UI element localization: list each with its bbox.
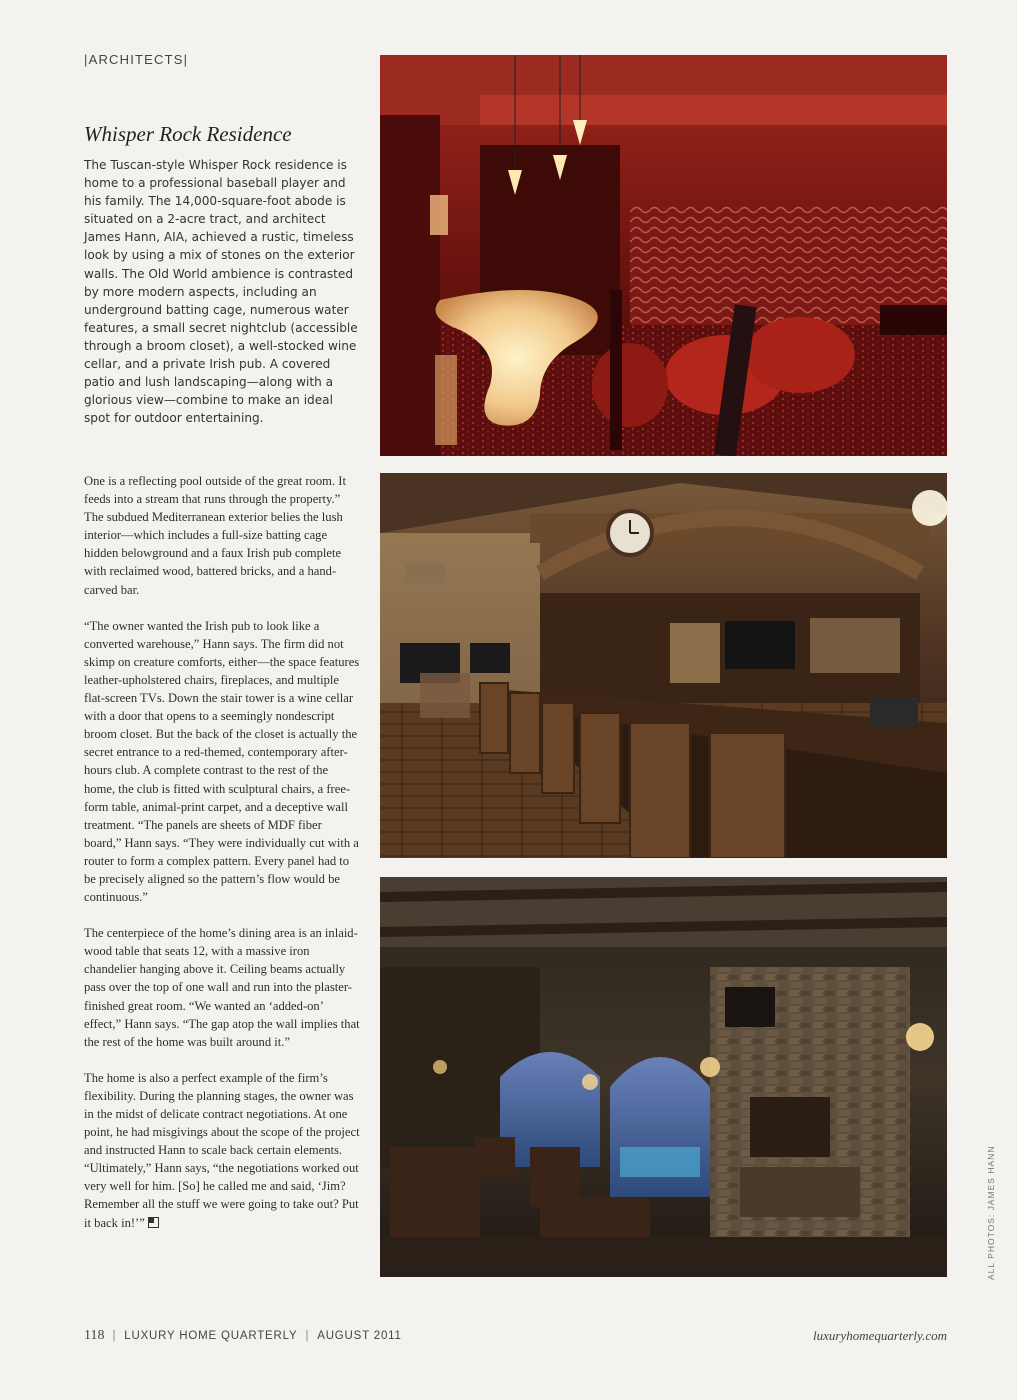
website-url: luxuryhomequarterly.com — [813, 1328, 947, 1343]
intro-paragraph: The Tuscan-style Whisper Rock residence is home to a professional baseball player and his family. The 14,000-square-foot abode is situated on a 2-acre tract, and architect James Hann, AIA, achieved a rustic, timeless look by using a mix of stones on the exterior walls. The Old World ambience is contrasted by more modern aspects, including an underground batting cage, numerous water features, a small secret nightclub (accessible through a broom closet), a well-stocked wine cellar, and a private Irish pub. A covered patio and lush landscaping—along with a glorious view—combine to make an ideal spot for outdoor entertaining. — [84, 158, 358, 426]
body-column — [84, 472, 360, 1250]
photo-covered-patio — [380, 877, 947, 1277]
page-number: 118 — [84, 1328, 105, 1343]
issue-date: AUGUST 2011 — [317, 1330, 402, 1342]
publication-name: LUXURY HOME QUARTERLY — [124, 1330, 298, 1342]
nightclub-illustration — [380, 55, 947, 456]
section-label: |ARCHITECTS| — [84, 52, 189, 67]
irish-pub-illustration — [380, 473, 947, 858]
body-paragraph-4 — [84, 1069, 360, 1232]
body-paragraph-1: One is a reflecting pool outside of the great room. It feeds into a stream that runs through the property.” The subdued Mediterranean exterior belies the lush interior—which includes a full-size batting cage hidden belowground and a faux Irish pub complete with reclaimed wood, battered bricks, and a hand-carved bar. — [84, 474, 346, 597]
photo-irish-pub — [380, 473, 947, 858]
article-title: Whisper Rock Residence — [84, 122, 292, 146]
patio-illustration — [380, 877, 947, 1277]
footer-separator: | — [112, 1330, 117, 1342]
photo-credit: ALL PHOTOS: JAMES HANN — [986, 1145, 996, 1280]
body-paragraph-3: The centerpiece of the home’s dining area is an inlaid-wood table that seats 12, with a massive iron chandelier hanging above it. Ceiling beams actually pass over the top of one wall and run into the plaster-finished great room. “We wanted an ‘added-on’ effect,” Hann says. “The gap atop the wall implies that the rest of the home was built around it.” — [84, 926, 360, 1049]
photo-red-nightclub — [380, 55, 947, 456]
body-paragraph-4-text: The home is also a perfect example of the firm’s flexibility. During the planning stages, the owner was in the midst of delicate contract negotiations. At one point, he had misgivings about the scope of the project and instructed Hann to scale back certain elements. “Ultimately,” Hann says, “the negotiations worked out very well for him. [So] he called me and said, ‘Jim? Remember all the stuff we were going to take out? Put it back in!’” — [84, 1070, 360, 1230]
footer-separator: | — [305, 1330, 310, 1342]
body-paragraph-2: “The owner wanted the Irish pub to look like a converted warehouse,” Hann says. The firm did not skimp on creature comforts, either—the space features leather-upholstered chairs, fireplaces, and multiple flat-screen TVs. Down the stair tower is a wine cellar with a door that opens to a seemingly nondescript broom closet. But the back of the closet is actually the secret entrance to a red-themed, contemporary after-hours club. A complete contrast to the rest of the home, the club is fitted with sculptural chairs, a free-form table, animal-print carpet, and a deceptive wall treatment. “The panels are sheets of MDF fiber board,” Hann says. “They were individually cut with a router to form a complex pattern. Every panel had to be precisely aligned so the pattern’s flow would be continuous.” — [84, 618, 360, 905]
end-mark-icon — [148, 1217, 159, 1228]
footer-left — [84, 1328, 402, 1344]
